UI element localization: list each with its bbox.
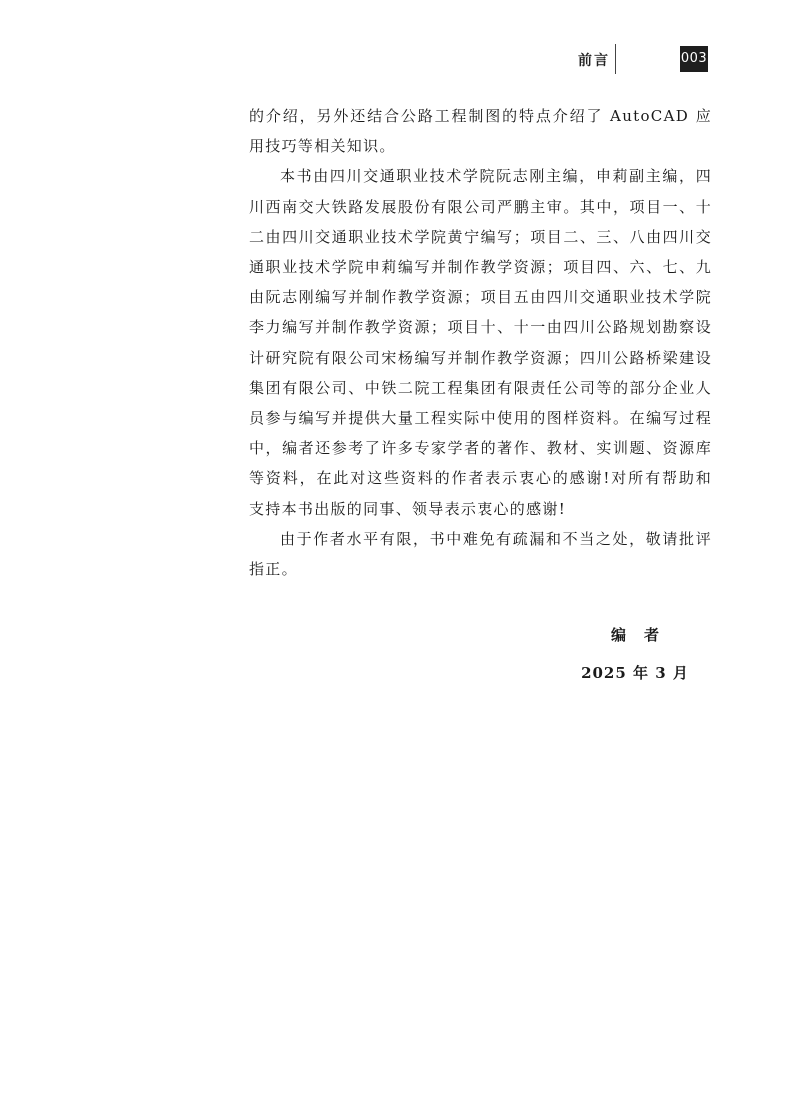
paragraph-apology: 由于作者水平有限，书中难免有疏漏和不当之处，敬请批评指正。	[249, 529, 712, 579]
preface-body	[249, 101, 712, 584]
paragraph-continuation: 的介绍，另外还结合公路工程制图的特点介绍了 AutoCAD 应用技巧等相关知识。	[249, 107, 712, 156]
signature-block	[560, 622, 710, 686]
page-number-badge: 003	[680, 46, 708, 72]
header-divider	[615, 44, 616, 74]
signature-date: 2025 年 3 月	[581, 664, 689, 682]
paragraph-authors: 本书由四川交通职业技术学院阮志刚主编，申莉副主编，四川西南交大铁路发展股份有限公司严鹏主审。其中，项目一、十二由四川交通职业技术学院黄宁编写；项目二、三、八由四川交通职业技术学院申莉编写并制作教学资源；项目四、六、七、九由阮志刚编写并制作教学资源；项目五由四川交通职业技术学院李力编写并制作教学资源；项目十、十一由四川公路规划勘察设计研究院有限公司宋杨编写并制作教学资源；四川公路桥梁建设集团有限公司、中铁二院工程集团有限责任公司等的部分企业人员参与编写并提供大量工程实际中使用的图样资料。在编写过程中，编者还参考了许多专家学者的著作、教材、实训题、资源库等资料，在此对这些资料的作者表示衷心的感谢!对所有帮助和支持本书出版的同事、领导表示衷心的感谢!	[249, 167, 712, 518]
page-header	[0, 44, 790, 74]
signature-author: 编者	[610, 626, 677, 644]
section-label: 前言	[578, 53, 610, 69]
